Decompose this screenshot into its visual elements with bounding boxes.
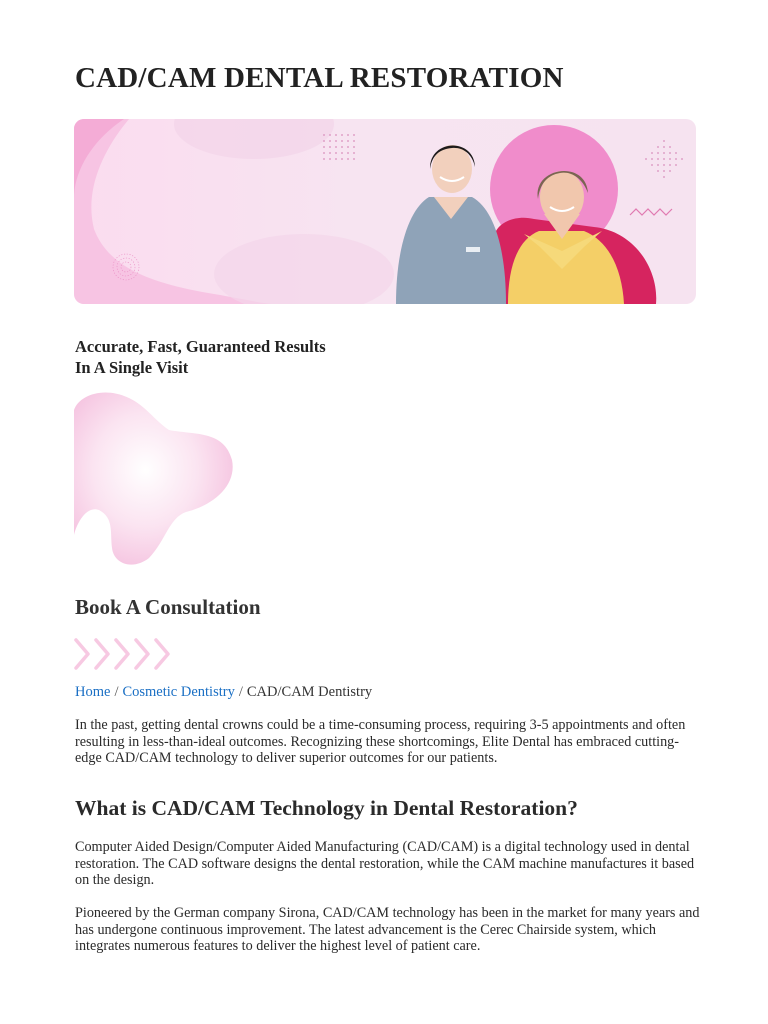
breadcrumb-category-link[interactable]: Cosmetic Dentistry: [122, 684, 235, 700]
intro-paragraph: In the past, getting dental crowns could be a time-consuming process, requiring 3-5 appointments and often resulting in less-than-ideal outcomes. Recognizing these shortcomings, Elite Dental has embraced cutting-edge CAD/CAM technology to deliver superior outcomes for our patients.: [75, 717, 686, 766]
breadcrumb: [75, 684, 372, 701]
breadcrumb-current: CAD/CAM Dentistry: [246, 684, 373, 700]
zigzag-decoration: [630, 209, 672, 215]
book-consultation-button[interactable]: Book A Consultation: [75, 595, 261, 619]
hero-banner: [74, 119, 696, 304]
section-heading: What is CAD/CAM Technology in Dental Restoration?: [75, 796, 578, 820]
dentist-figure: [396, 145, 506, 304]
definition-paragraph: Computer Aided Design/Computer Aided Manufacturing (CAD/CAM) is a digital technology used in dental restoration. The CAD software designs the dental restoration, while the CAM machine manufactures it based on the design.: [75, 839, 695, 888]
bg-blob-bottom: [214, 234, 394, 304]
page-title: CAD/CAM DENTAL RESTORATION: [75, 62, 564, 94]
dot-diamond-pattern: [645, 140, 683, 178]
tagline: [75, 336, 326, 378]
hero-illustration: [74, 119, 696, 304]
bg-blob-top: [174, 119, 334, 159]
dot-grid-pattern: [323, 134, 355, 160]
tagline-line-1: Accurate, Fast, Guaranteed Results: [75, 337, 326, 356]
tooth-icon: [74, 390, 234, 568]
tagline-line-2: In A Single Visit: [75, 358, 189, 377]
chevron-arrows-icon: [74, 637, 174, 671]
history-paragraph: Pioneered by the German company Sirona, CAD/CAM technology has been in the market for many years and has undergone continuous improvement. The latest advancement is the Cerec Chairside system, which integrates numerous features to deliver the highest level of patient care.: [75, 905, 700, 954]
breadcrumb-separator: /: [114, 684, 119, 700]
breadcrumb-separator: /: [238, 684, 243, 700]
breadcrumb-home-link[interactable]: Home: [75, 684, 111, 700]
